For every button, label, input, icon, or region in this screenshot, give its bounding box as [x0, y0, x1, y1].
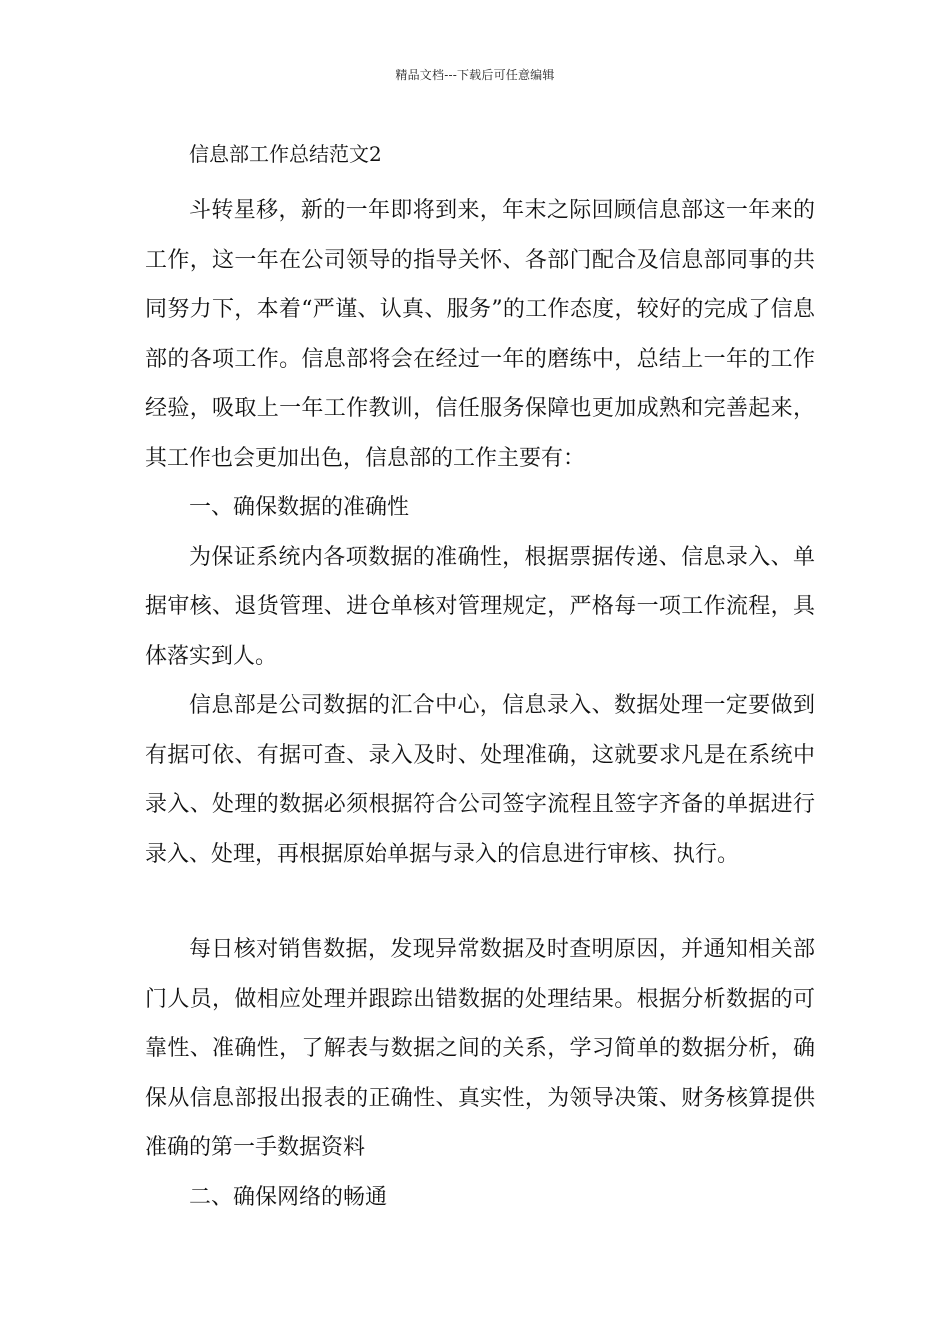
paragraph-data-center: 信息部是公司数据的汇合中心，信息录入、数据处理一定要做到有据可依、有据可查、录入及时、处理准确，这就要求凡是在系统中录入、处理的数据必须根据符合公司签字流程且签字齐备的单据进行录入、处理，再根据原始单据与录入的信息进行审核、执行。: [145, 693, 815, 867]
section-heading-2: 二、确保网络的畅通: [189, 1184, 388, 1210]
blank-line: [145, 879, 815, 925]
document-body: [145, 134, 815, 1222]
paragraph-daily-check: 每日核对销售数据，发现异常数据及时查明原因，并通知相关部门人员，做相应处理并跟踪出错数据的处理结果。根据分析数据的可靠性、准确性，了解表与数据之间的关系，学习简单的数据分析，确保从信息部报出报表的正确性、真实性，为领导决策、财务核算提供准确的第一手数据资料: [145, 937, 815, 1160]
document-title: 信息部工作总结范文2: [189, 142, 382, 166]
paragraph-intro: 斗转星移，新的一年即将到来，年末之际回顾信息部这一年来的工作，这一年在公司领导的指导关怀、各部门配合及信息部同事的共同努力下，本着“严谨、认真、服务”的工作态度，较好的完成了信息部的各项工作。信息部将会在经过一年的磨练中，总结上一年的工作经验，吸取上一年工作教训，信任服务保障也更加成熟和完善起来，其工作也会更加出色，信息部的工作主要有：: [145, 198, 815, 471]
paragraph-accuracy: 为保证系统内各项数据的准确性，根据票据传递、信息录入、单据审核、退货管理、进仓单核对管理规定，严格每一项工作流程，具体落实到人。: [145, 544, 815, 669]
page-header: 精品文档---下载后可任意编辑: [395, 68, 555, 82]
section-heading-1: 一、确保数据的准确性: [189, 495, 410, 520]
